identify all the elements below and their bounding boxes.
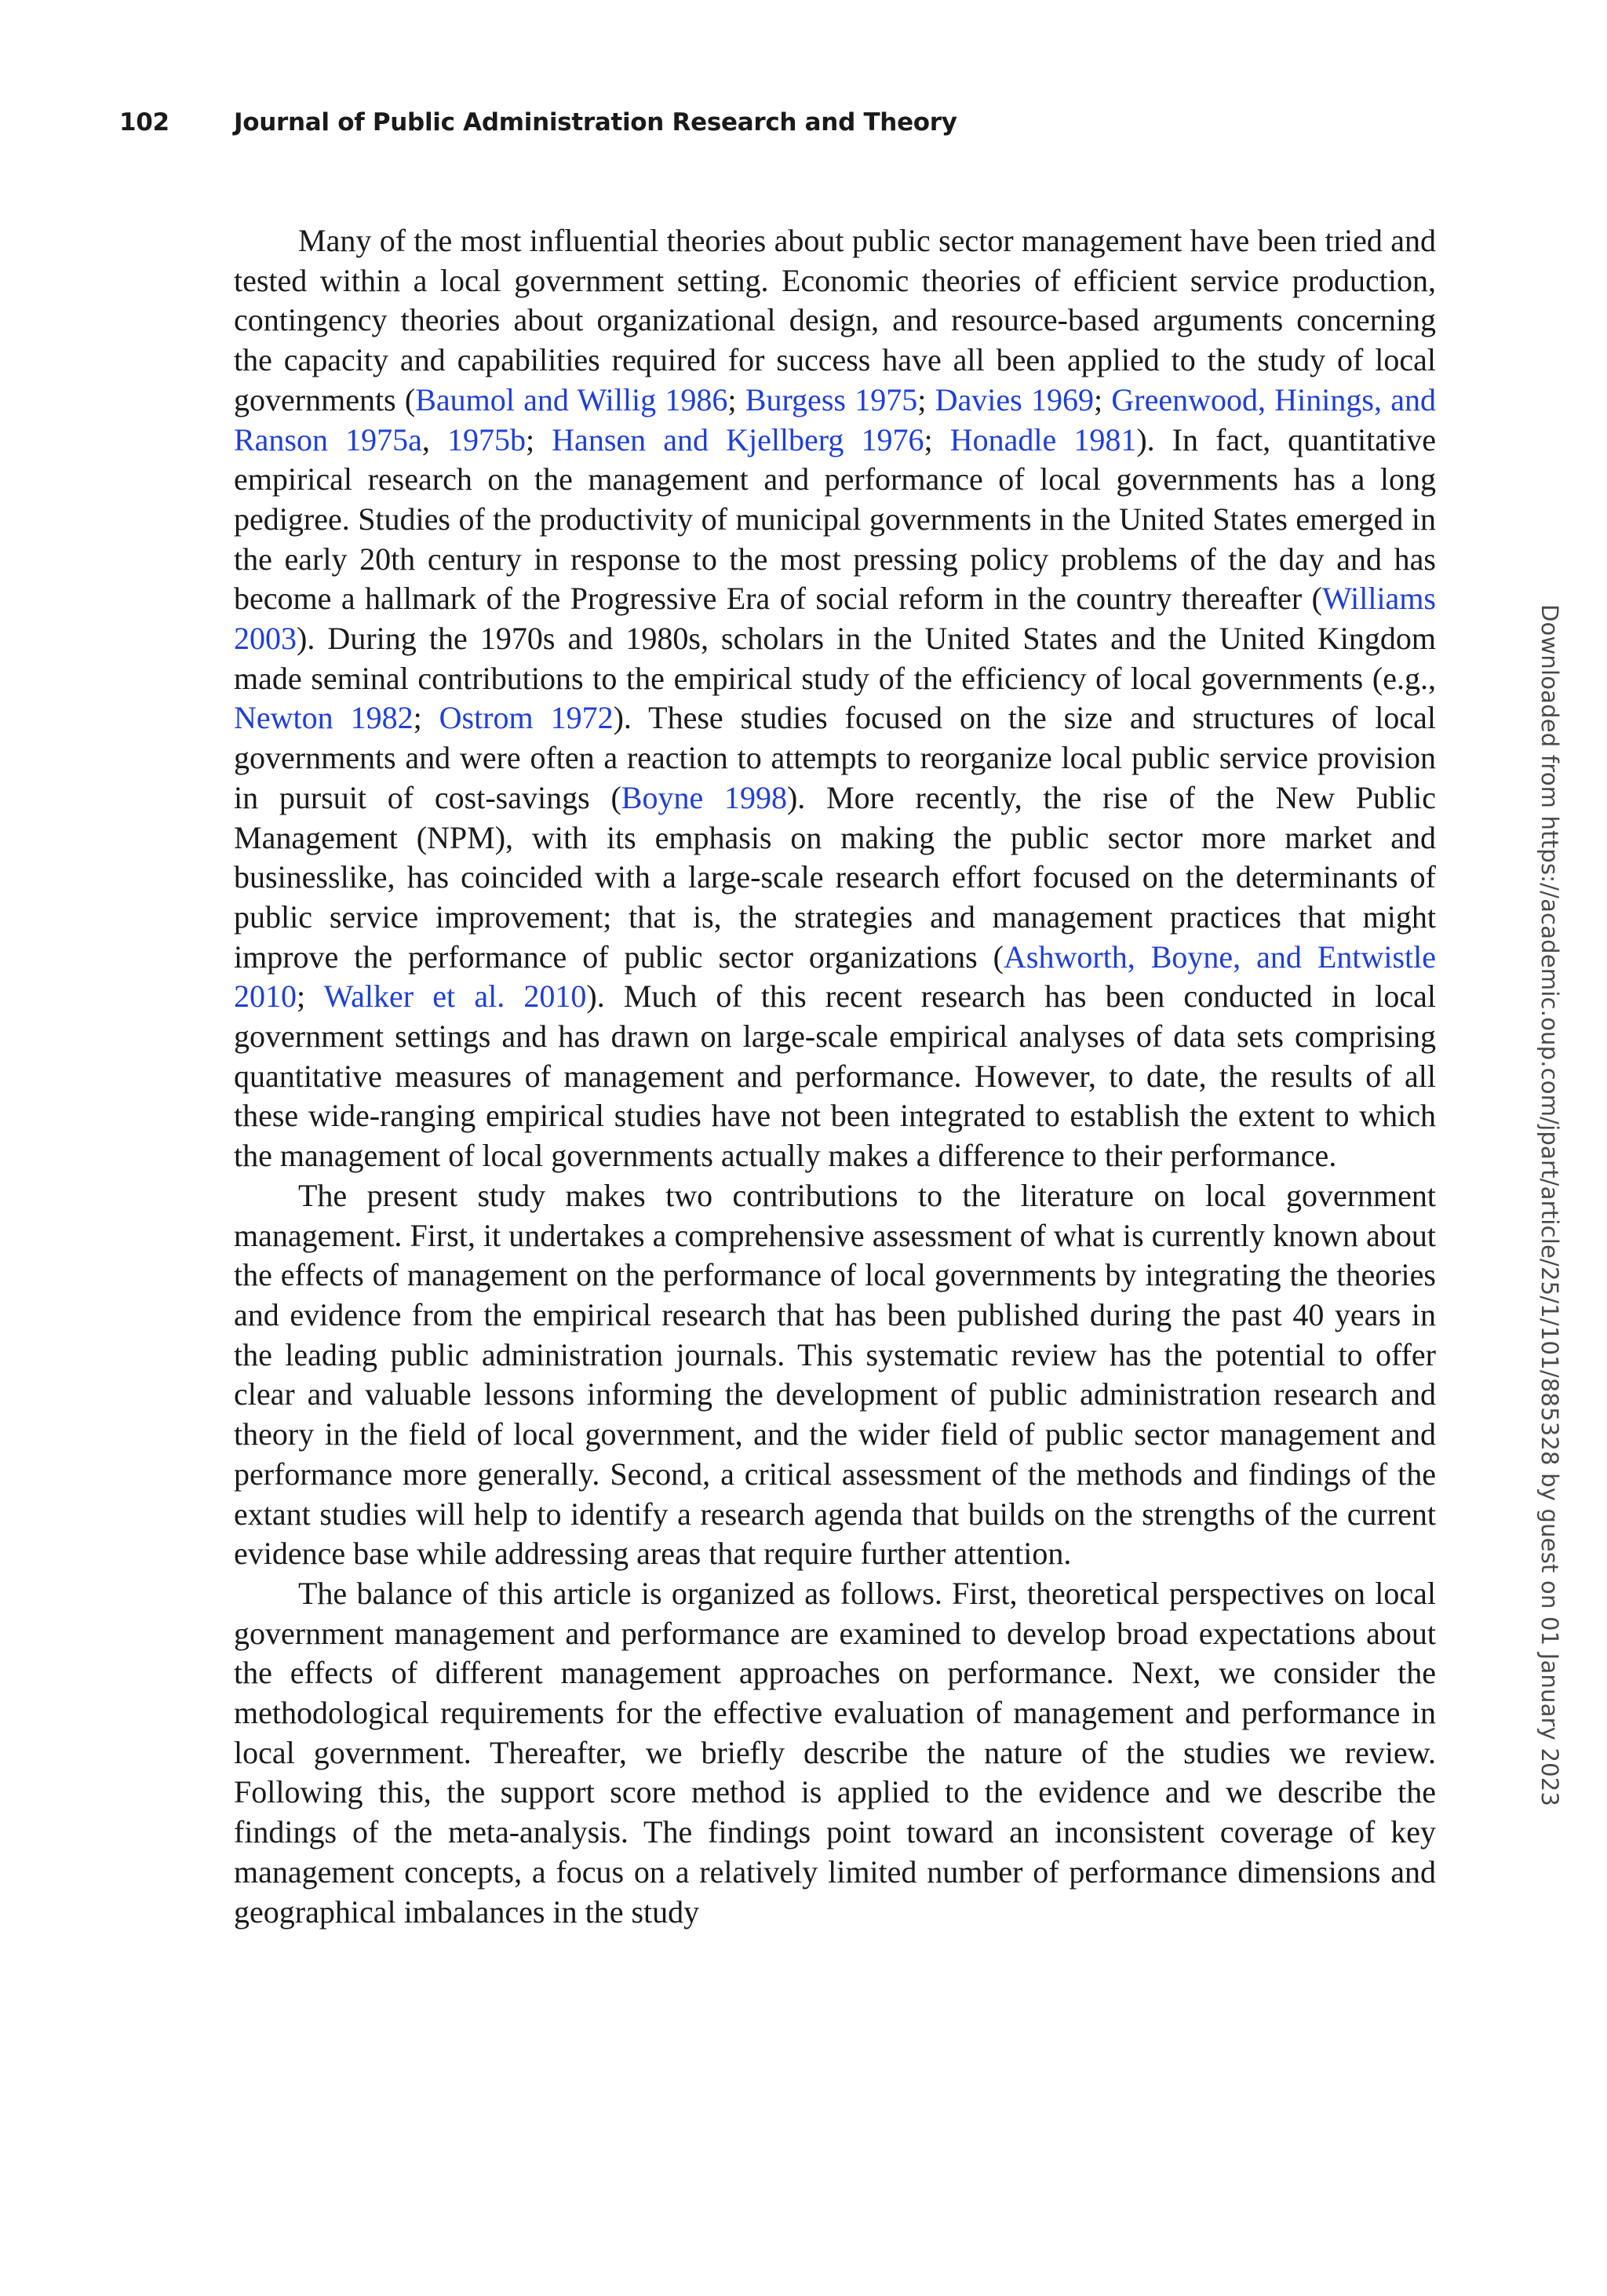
body-paragraph [234, 1176, 1436, 1574]
download-notice [1530, 604, 1569, 1807]
body-text-run: ). In fact, quantitative empirical research on the management and performance of local governments has a long pedigree. Studies of the productivity of municipal governments in the United States emerged in the early 20th century in response to the most pressing policy problems of the day and has become a hallmark of the Progressive Era of social reform in the country thereafter ( [234, 421, 1437, 617]
download-notice-text: Downloaded from https://academic.oup.com/jpart/article/25/1/101/885328 by guest on 01 January 2023 [1536, 604, 1563, 1807]
citation-link[interactable]: Burgess 1975 [745, 381, 918, 417]
body-text-run: ; [924, 421, 950, 457]
body-text-run: The balance of this article is organized as follows. First, theoretical perspectives on local government management and performance are examined to develop broad expectations about the effects of different management approaches on performance. Next, we consider the methodological requirements for the effective evaluation of management and performance in local government. Thereafter, we briefly describe the nature of the studies we review. Following this, the support score method is applied to the evidence and we describe the findings of the meta-analysis. The findings point toward an inconsistent coverage of key management concepts, a focus on a relatively limited number of performance dimensions and geographical imbalances in the study [234, 1575, 1436, 1930]
body-text-run: ). More recently, the rise of the New Public Management (NPM), with its emphasis on making the public sector more market and businesslike, has coincided with a large-scale research effort focused on the determinants of public service improvement; that is, the strategies and management practices that might improve the performance of public sector organizations ( [234, 779, 1436, 975]
body-text-run: , [421, 421, 447, 457]
citation-link[interactable]: Williams 2003 [234, 581, 1436, 657]
body-text-run: ). These studies focused on the size and structures of local governments and were often a reaction to attempts to reorganize local public service provision in pursuit of cost-savings ( [234, 700, 1437, 815]
body-text-run: ). Much of this recent research has been conducted in local government settings and has drawn on large-scale empirical analyses of data sets comprising quantitative measures of management and performance. However, to date, the results of all these wide-ranging empirical studies have not been integrated to establish the extent to which the management of local governments actually makes a difference to their performance. [234, 979, 1436, 1174]
body-text-run: ). During the 1970s and 1980s, scholars in the United States and the United Kingdom made seminal contributions to the empirical study of the efficiency of local governments (e.g., [234, 621, 1436, 696]
citation-link[interactable]: Baumol and Willig 1986 [415, 381, 728, 417]
citation-link[interactable]: Ashworth, Boyne, and Entwistle 2010 [234, 938, 1436, 1015]
body-text-run: ; [413, 700, 439, 736]
body-text-run: ; [727, 381, 745, 417]
citation-link[interactable]: Greenwood, Hinings, and Ranson 1975a [234, 381, 1437, 457]
page-number: 102 [119, 108, 169, 137]
body-text-run: ; [1094, 381, 1112, 417]
body-text-run: Many of the most influential theories about public sector management have been tried and tested within a local government setting. Economic theories of efficient service production, contingency theories about organizational design, and resource-based arguments concerning the capacity and capabilities required for success have all been applied to the study of local governments ( [234, 223, 1436, 417]
body-paragraph [234, 1574, 1436, 1932]
citation-link[interactable]: Walker et al. 2010 [323, 979, 587, 1015]
citation-link[interactable]: Honadle 1981 [949, 421, 1137, 457]
citation-link[interactable]: Ostrom 1972 [439, 700, 614, 736]
journal-title: Journal of Public Administration Research and Theory [234, 108, 957, 137]
body-text-run: ; [525, 421, 552, 457]
citation-link[interactable]: Davies 1969 [935, 381, 1094, 417]
citation-link[interactable]: Hansen and Kjellberg 1976 [552, 421, 924, 457]
citation-link[interactable]: Newton 1982 [234, 700, 414, 736]
citation-link[interactable]: Boyne 1998 [621, 779, 787, 815]
body-text-run: ; [297, 979, 324, 1015]
citation-link[interactable]: 1975b [446, 421, 526, 457]
running-head [119, 108, 957, 137]
body-text-run: ; [917, 381, 935, 417]
article-body [234, 221, 1436, 1932]
body-paragraph [234, 221, 1436, 1176]
body-text-run: The present study makes two contributions to the literature on local government management. First, it undertakes a comprehensive assessment of what is currently known about the effects of management on the performance of local governments by integrating the theories and evidence from the empirical research that has been published during the past 40 years in the leading public administration journals. This systematic review has the potential to offer clear and valuable lessons informing the development of public administration research and theory in the field of local government, and the wider field of public sector management and performance more generally. Second, a critical assessment of the methods and findings of the extant studies will help to identify a research agenda that builds on the strengths of the current evidence base while addressing areas that require further attention. [234, 1177, 1436, 1572]
